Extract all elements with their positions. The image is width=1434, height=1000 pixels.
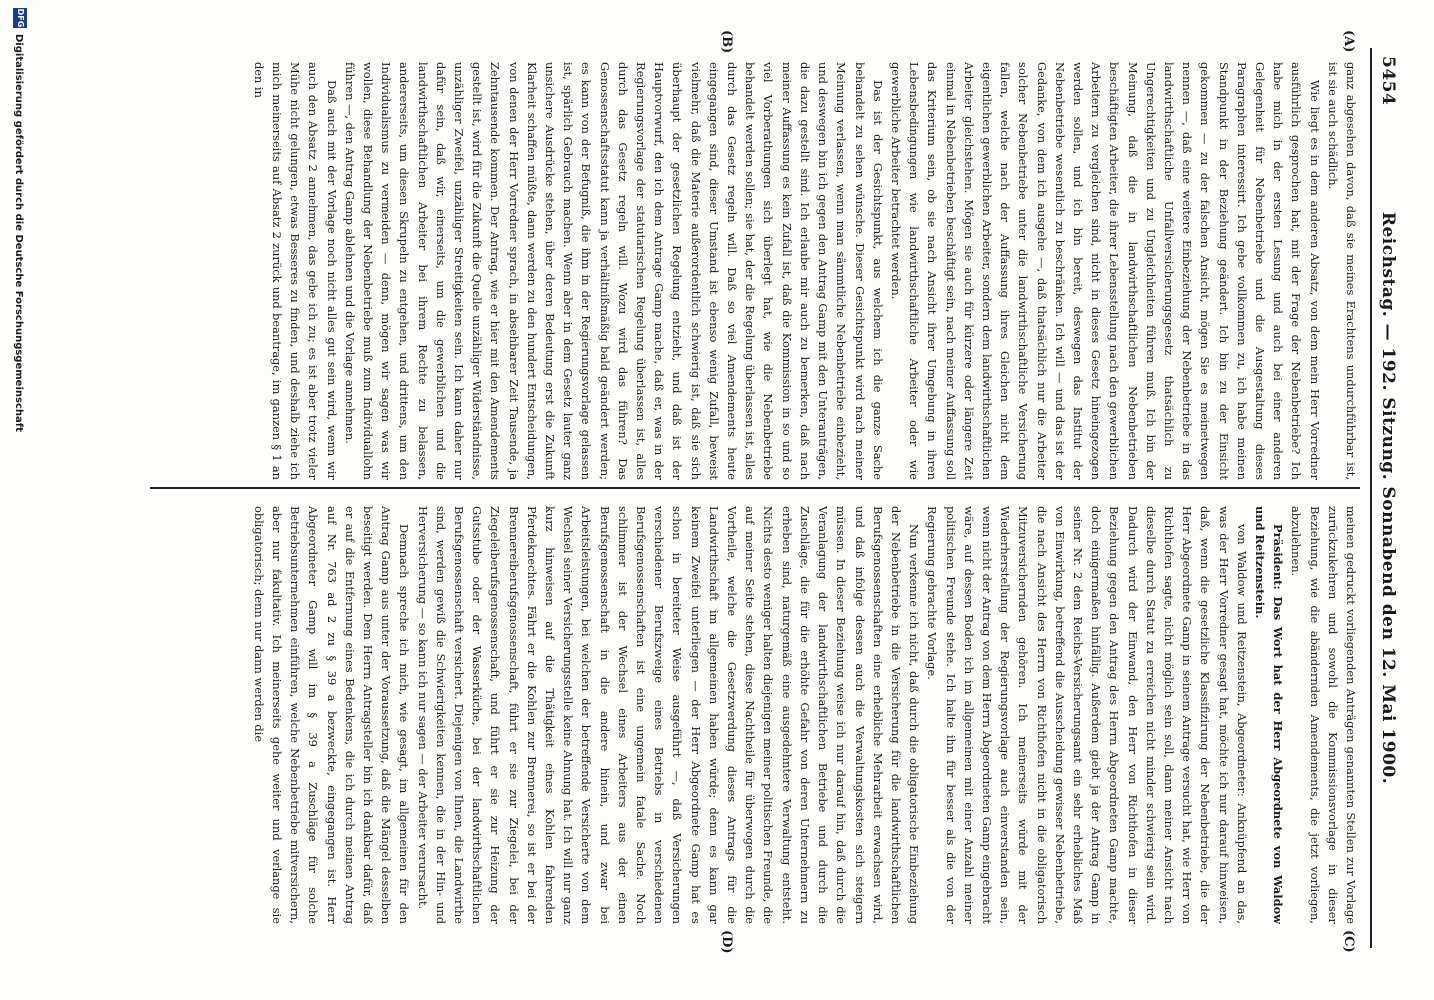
column-divider bbox=[150, 487, 1360, 489]
funding-footer bbox=[0, 0, 30, 1000]
margin-marker-c: (C) bbox=[1341, 930, 1356, 953]
paragraph: Demnach spreche ich mich, wie gesagt, im allgemeinen für den Antrag Gamp aus unter der Voraussetzung, daß die Mängel desselben beseitigt werden. Dem Herrn Antragsteller bin ich dankbar dafür, daß er auf die Entfernung eines Bedenkens, die ich durch meinen Antrag auf Nr. 763 ad 2 zu § 39 a bezweckte, eingegangen ist. Herr Abgeordneter Gamp will im § 39 a Zuschläge für solche Betriebsunternehmen einführen, welche Nebenbetriebe mitversichern, aber nur fakultativ. Ich meinerseits gehe weiter und verlange sie obligatorisch; denn nur dann werden die bbox=[251, 506, 412, 924]
paragraph: ganz abgesehen davon, daß sie meines Erachtens undurchführbar ist, ist sie auch schädlich. bbox=[1325, 62, 1358, 480]
funding-note: Digitalisierung gefördert durch die Deutsche Forschungsgemeinschaft bbox=[13, 34, 24, 432]
paragraph: Nun verkenne ich nicht, daß durch die obligatorische Einbeziehung der Nebenbetriebe in die Versicherung für die landwirthschaftlichen Berufsgenossenschaften eine erhebliche Mehrarbeit erwachsen wird, und daß infolge dessen auch die Verwaltungskosten sich steigern müssen. In dieser Beziehung weise ich nur darauf hin, daß durch die Veranlagung der landwirthschaftlichen Betriebe und durch die Zuschläge, die für die erhöhte Gefahr von deren Unternehmern zu erheben sind, naturgemäß eine ausgedehntere Verwaltung entsteht. Nichts desto weniger halten diejenigen meiner politischen Freunde, die auf meiner Seite stehen, diese Nachtheile für überwogen durch die Vortheile, welche die Gesetzwerdung dieses Antrags für die Landwirthschaft im allgemeinen haben würde; denn es kann gar keinem Zweifel unterliegen — der Herr Abgeordnete Gamp hat es schon in bereiteter Weise ausgeführt —, daß Versicherungen verschiedener Berufszweige eines Betriebs in verschiedenen Berufsgenossenschaften ist eine ungemein fatale Sache. Noch schlimmer ist der Wechsel eines Arbeiters aus der einen Berufsgenossenschaft in die andere hinein, und zwar bei Arbeitsleistungen, bei welchen der betreffende Versicherte von dem Wechsel seiner Versicherungsstelle keine Ahnung hat. Ich will nur ganz kurz hinweisen auf die Thätigkeit eines Kohlen fahrenden Pferdeknechtes. Fährt er die Kohlen zur Brennerei, so ist er bei der Brennereiberufsgenossenschaft, führt er sie zur Ziegelei, bei der Ziegeleiberufsgenossenschaft, und führt er sie zur Heizung der Gutsstube oder der Wasserküche, bei der landwirthschaftlichen Berufsgenossenschaft versichert. Diejenigen von Ihnen, die Landwirthe sind, werden gewiß die Schwierigkeiten kennen, die in der Hin- und Herversicherung — so kann ich nur sagen — der Arbeiter verursacht. bbox=[415, 506, 922, 924]
paragraph: Wie liegt es in dem anderen Absatz, von dem mein Herr Vorredner ausführlich gesprochen hat, mit der Frage der Nebenbetriebe? Ich habe mich in der ersten Lesung und auch bei einer anderen Gelegenheit für Nebenbetriebe und die Ausgestaltung dieses Paragraphen interessirt. Ich gebe vollkommen zu, ich habe meinen Standpunkt in der Beziehung geändert. Ich bin zu der Einsicht gekommen — zu der falschen Ansicht, mögen Sie es meinetwegen nennen —, daß eine weitere Einbeziehung der Nebenbetriebe in das landwirthschaftliche Unfallversicherungsgesetz thatsächlich zu Ungerechtigkeiten und zu Ungleichheiten führen muß. Ich bin der Meinung, daß die in landwirthschaftlichen Nebenbetrieben beschäftigten Arbeiter, die ihrer Lebensstellung nach den gewerblichen Arbeitern zu vergleichen sind, nicht in dieses Gesetz hineingezogen werden sollen, und ich bin bereit, deswegen das Institut der Nebenbetriebe wesentlich zu beschränken. Ich will — und das ist der Gedanke, von dem ich ausgehe —, daß thatsächlich nur die Arbeiter solcher Nebenbetriebe unter die landwirthschaftliche Versicherung fallen, welche nach der Auffassung ihres Gleichen nicht dem eigentlichen gewerblichen Arbeiter, sondern dem landwirthschaftlichen Arbeiter gleichstehen. Mögen sie auch für kürzere oder längere Zeit einmal in Nebenbetrieben beschäftigt sein, nach meiner Auffassung soll das Kriterium sein, ob sie nach Ansicht ihrer Umgebung in ihren Lebensbedingungen wie landwirthschaftliche Arbeiter oder wie gewerbliche Arbeiter betrachtet werden. bbox=[888, 62, 1322, 480]
paragraph: Daß auch mit der Vorlage noch nicht alles gut sein wird, wenn wir auch den Absatz 2 annehmen, das gebe ich zu; es ist aber trotz vieler Mühe nicht gelungen, etwas Besseres zu finden, und deshalb ziehe ich mich meinerseits auf Absatz 2 zurück und beantrage, im ganzen § 1 an den in bbox=[251, 62, 339, 480]
page-number: 5454 bbox=[1378, 56, 1398, 106]
page-title: Reichstag. — 192. Sitzung. Sonnabend den 12. Mai 1900. bbox=[1378, 211, 1398, 785]
paragraph: meinen gedruckt vorliegenden Anträgen genannten Stellen zur Vorlage zurückzukehren und sowohl die Kommissionsvorlage in dieser Beziehung, wie die abändernden Amendements, die jetzt vorliegen, abzulehnen. bbox=[1289, 506, 1358, 924]
paragraph: von Waldow und Reitzenstein, Abgeordneter: Anknüpfend an das, was der Herr Vorredner gesagt hat, möchte ich nur darauf hinweisen, daß, wenn die gesetzliche Klassifizirung der Nebenbetriebe, die der Herr Abgeordnete Gamp in seinem Antrage versucht hat, wie Herr von Richthofen sagte, nicht möglich sein soll, dann meiner Ansicht nach dieselbe durch Statut zu erreichen nicht minder schwierig sein wird. Dadurch wird der Einwand, den Herr von Richthofen in dieser Beziehung gegen den Antrag des Herrn Abgeordneten Gamp machte, doch einigermaßen hinfällig. Außerdem giebt ja der Antrag Gamp in seiner Nr. 2 dem Reichs-Versicherungsamt ein sehr erhebliches Maß von Einwirkung, betreffend die Ausscheidung gewisser Nebenbetriebe, die nach Ansicht des Herrn von Richthofen nicht in die obligatorisch Mitzuversichernden gehören. Ich meinerseits würde mit der Wiederherstellung der Regierungsvorlage auch einverstanden sein, wenn nicht der Antrag von dem Herrn Abgeordneten Gamp eingebracht wäre, auf dessen Boden ich im allgemeinen mit einer Anzahl meiner politischen Freunde stehe. Ich halte ihn für besser als die von der Regierung gebrachte Vorlage. bbox=[925, 506, 1249, 924]
left-column bbox=[140, 62, 1360, 480]
speaker-announcement: Präsident: Das Wort hat der Herr Abgeordnete von Waldow und Reitzenstein. bbox=[1252, 506, 1286, 924]
margin-marker-d: (D) bbox=[719, 930, 734, 954]
dfg-logo: DFG bbox=[13, 8, 27, 28]
page-header bbox=[1370, 48, 1400, 948]
right-column bbox=[140, 506, 1360, 924]
margin-marker-a: (A) bbox=[1341, 30, 1356, 53]
paragraph: Das ist der Gesichtspunkt, aus welchem ich die ganze Sache behandelt zu sehen wünsche. Dieser Gesichtspunkt wird nach meiner Meinung verlassen, wenn man sämmtliche Nebenbetriebe einbezieht, und deswegen bin ich gegen den Antrag Gamp mit den Unteranträgen, die dazu gestellt sind. Ich erlaube mir auch zu bemerken, daß nach meiner Auffassung es kein Zufall ist, daß die Kommission in so und so viel Vorberathungen sich überlegt hat, wie die Nebenbetriebe behandelt werden sollen; sie hat, der die Regelung überlassen ist, alles durch das Gesetz regeln will. Daß so viel Amendements heute eingegangen sind, dieser Umstand ist ebenso wenig Zufall, beweist vielmehr, daß die Materie außerordentlich schwierig ist, daß sie sich überhaupt der gesetzlichen Regelung entzieht, und daß ist der Hauptvorwurf, den ich dem Antrage Gamp mache, daß er, was in der Regierungsvorlage der statutarischen Regelung überlassen ist, alles durch das Gesetz regeln will. Wozu wird das führen? Das Genossenschaftsstatut kann ja verhältnißmäßig bald geändert werden; es kann von der Befugniß, die ihm in der Regierungsvorlage gelassen ist, spärlich Gebrauch machen. Wenn aber in dem Gesetz lauter ganz unsichere Ausdrücke stehen, über deren Bedeutung erst die Zukunft Klarheit schaffen müßte, dann werden zu den hundert Entscheidungen, von denen der Herr Vorredner sprach, in absehbarer Zeit Tausende, ja Zehntausende kommen. Der Antrag, wie er hier mit den Amendements gestellt ist, wird für die Zukunft die Quelle unzähliger Widerständnisse, unzähliger Zweifel, unzähliger Streitigkeiten sein. Ich kann daher nur dafür sein, daß wir, einerseits, um die gewerblichen und die landwirthschaftlichen Arbeiter bei ihrem Rechte zu belassen, andererseits, um diesen Skrupeln zu entgehen, und drittens, um den Individualismus zu vermeiden — denn, mögen wir sagen was wir wollen, diese Behandlung der Nebenbetriebe muß zum Individuallohn führen —, den Antrag Gamp ablehnen und die Vorlage annehmen. bbox=[342, 62, 885, 480]
margin-marker-b: (B) bbox=[719, 30, 734, 54]
